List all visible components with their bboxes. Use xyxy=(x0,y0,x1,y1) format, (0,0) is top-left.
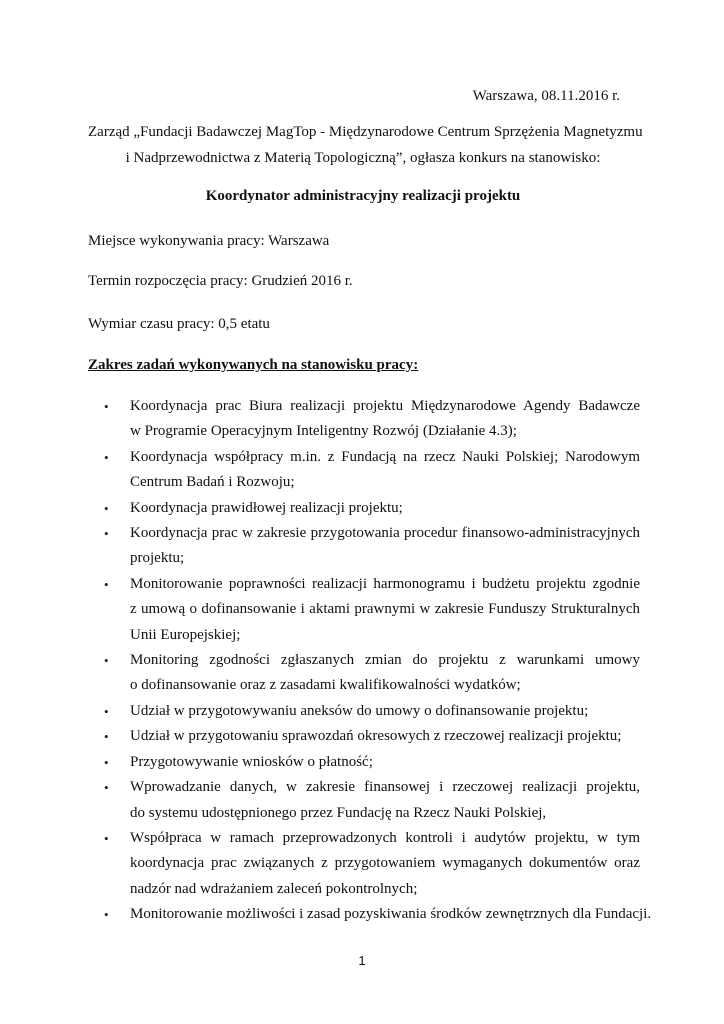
intro-paragraph xyxy=(88,119,643,171)
duties-list xyxy=(104,394,652,928)
bullet-icon: • xyxy=(104,780,109,796)
duty-item xyxy=(104,496,640,521)
duty-text-line: Koordynacja współpracy m.in. z Fundacją na rzecz Nauki Polskiej; Narodowym xyxy=(130,448,640,465)
duty-item xyxy=(104,826,640,902)
bullet-icon: • xyxy=(104,907,109,923)
duty-item xyxy=(104,775,640,826)
duty-text-line: Koordynacja prac Biura realizacji projektu Międzynarodowe Agendy Badawcze xyxy=(130,398,640,414)
duty-item xyxy=(104,445,640,496)
duty-item xyxy=(104,750,640,775)
bullet-icon: • xyxy=(104,703,109,719)
duty-text-line: do systemu udostępnionego przez Fundację na Rzecz Nauki Polskiej, xyxy=(130,804,547,821)
duty-text-line: Koordynacja prawidłowej realizacji projektu; xyxy=(130,499,403,516)
duties-heading: Zakres zadań wykonywanych na stanowisku pracy: xyxy=(88,357,419,373)
duty-item xyxy=(104,699,640,724)
duty-text-line: Udział w przygotowywaniu aneksów do umowy o dofinansowanie projektu; xyxy=(130,702,589,719)
duty-text-line: Monitorowanie możliwości i zasad pozyskiwania środków zewnętrznych dla Fundacji. xyxy=(130,906,652,923)
bullet-icon: • xyxy=(104,653,109,669)
working-hours: Wymiar czasu pracy: 0,5 etatu xyxy=(88,316,270,332)
date-place: Warszawa, 08.11.2016 r. xyxy=(472,88,620,104)
duty-text-line: koordynacja prac związanych z przygotowaniem wymaganych dokumentów oraz xyxy=(130,855,640,872)
duty-text-line: Wprowadzanie danych, w zakresie finansowej i rzeczowej realizacji projektu, xyxy=(130,779,640,796)
bullet-icon: • xyxy=(104,399,109,414)
position-title: Koordynator administracyjny realizacji projektu xyxy=(205,188,521,204)
duty-text-line: o dofinansowanie oraz z zasadami kwalifikowalności wydatków; xyxy=(130,677,521,694)
duty-text-line: projektu; xyxy=(130,550,185,567)
duty-text-line: z umową o dofinansowanie i aktami prawnymi w zakresie Funduszy Strukturalnych xyxy=(130,601,640,618)
duty-text-line: Koordynacja prac w zakresie przygotowania procedur finansowo-administracyjnych xyxy=(130,525,640,542)
start-date: Termin rozpoczęcia pracy: Grudzień 2016 r. xyxy=(88,273,353,289)
bullet-icon: • xyxy=(104,830,109,846)
duty-text-line: Centrum Badań i Rozwoju; xyxy=(130,474,295,491)
bullet-icon: • xyxy=(104,449,109,465)
duty-text-line: Monitorowanie poprawności realizacji harmonogramu i budżetu projektu zgodnie xyxy=(130,575,640,592)
bullet-icon: • xyxy=(104,729,109,745)
intro-line: Zarząd „Fundacji Badawczej MagTop - Międzynarodowe Centrum Sprzężenia Magnetyzmu xyxy=(88,124,643,140)
duty-item xyxy=(104,394,640,445)
bullet-icon: • xyxy=(104,754,109,770)
duty-item xyxy=(104,902,652,927)
bullet-icon: • xyxy=(104,526,109,542)
duty-text-line: Współpraca w ramach przeprowadzonych kontroli i audytów projektu, w tym xyxy=(130,829,640,846)
duty-item xyxy=(104,648,640,699)
duty-text-line: Udział w przygotowaniu sprawozdań okresowych z rzeczowej realizacji projektu; xyxy=(130,728,622,745)
intro-line: i Nadprzewodnictwa z Materią Topologiczną”, ogłasza konkurs na stanowisko: xyxy=(125,150,601,166)
duty-text-line: w Programie Operacyjnym Inteligentny Rozwój (Działanie 4.3); xyxy=(130,423,517,440)
bullet-icon: • xyxy=(104,576,109,592)
duty-text-line: Monitoring zgodności zgłaszanych zmian do projektu z warunkami umowy xyxy=(130,652,640,669)
work-place: Miejsce wykonywania pracy: Warszawa xyxy=(88,233,330,249)
duty-text-line: Unii Europejskiej; xyxy=(130,626,241,643)
page-number: 1 xyxy=(358,953,366,968)
duty-item xyxy=(104,521,640,572)
duty-item xyxy=(104,724,640,749)
duty-text-line: nadzór nad wdrażaniem zaleceń pokontrolnych; xyxy=(130,880,418,897)
duty-text-line: Przygotowywanie wniosków o płatność; xyxy=(130,753,373,770)
duty-item xyxy=(104,572,640,648)
bullet-icon: • xyxy=(104,500,109,516)
